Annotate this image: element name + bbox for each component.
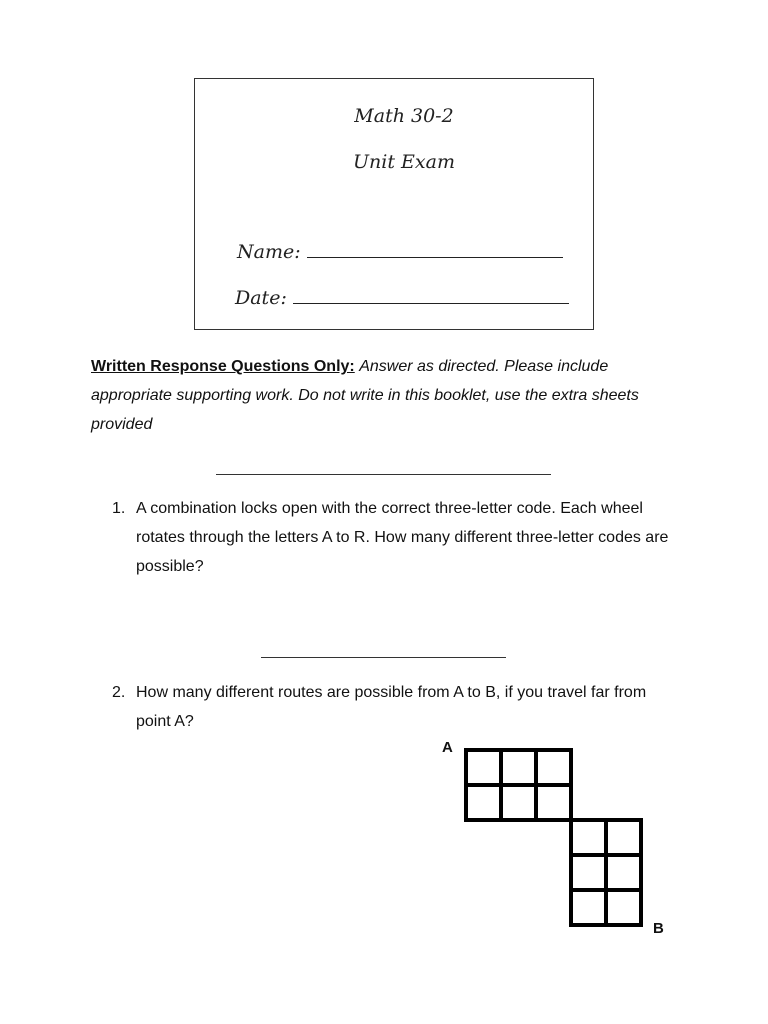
question-number: 1.: [112, 500, 126, 517]
point-b-label: B: [653, 920, 664, 937]
separator-line: [216, 474, 551, 475]
question-text: A combination locks open with the correct three-letter code. Each wheel rotates through the letters A to R. How many different three-letter codes are possible?: [136, 500, 669, 575]
instructions-lead: Written Response Questions Only:: [91, 358, 355, 375]
date-field: [235, 287, 569, 309]
name-field: [237, 241, 563, 263]
instructions: [91, 352, 671, 439]
name-blank-line: [307, 256, 563, 258]
date-label: Date:: [235, 287, 287, 309]
question-number: 2.: [112, 684, 126, 701]
question-text: How many different routes are possible from A to B, if you travel far from point A?: [136, 684, 647, 730]
name-label: Name:: [237, 241, 301, 263]
point-a-label: A: [442, 739, 453, 756]
question-1: [112, 494, 672, 581]
question-2: [112, 678, 672, 736]
exam-title: Unit Exam: [353, 151, 455, 173]
separator-line: [261, 657, 506, 658]
route-grid-diagram: [436, 733, 676, 943]
course-title: Math 30-2: [354, 105, 454, 127]
route-grid-figure: [436, 733, 676, 943]
title-box: [194, 78, 594, 330]
instructions-body: Answer as directed. Please include appropriate supporting work. Do not write in this booklet, use the extra sheets provided: [91, 358, 639, 433]
date-blank-line: [293, 302, 569, 304]
